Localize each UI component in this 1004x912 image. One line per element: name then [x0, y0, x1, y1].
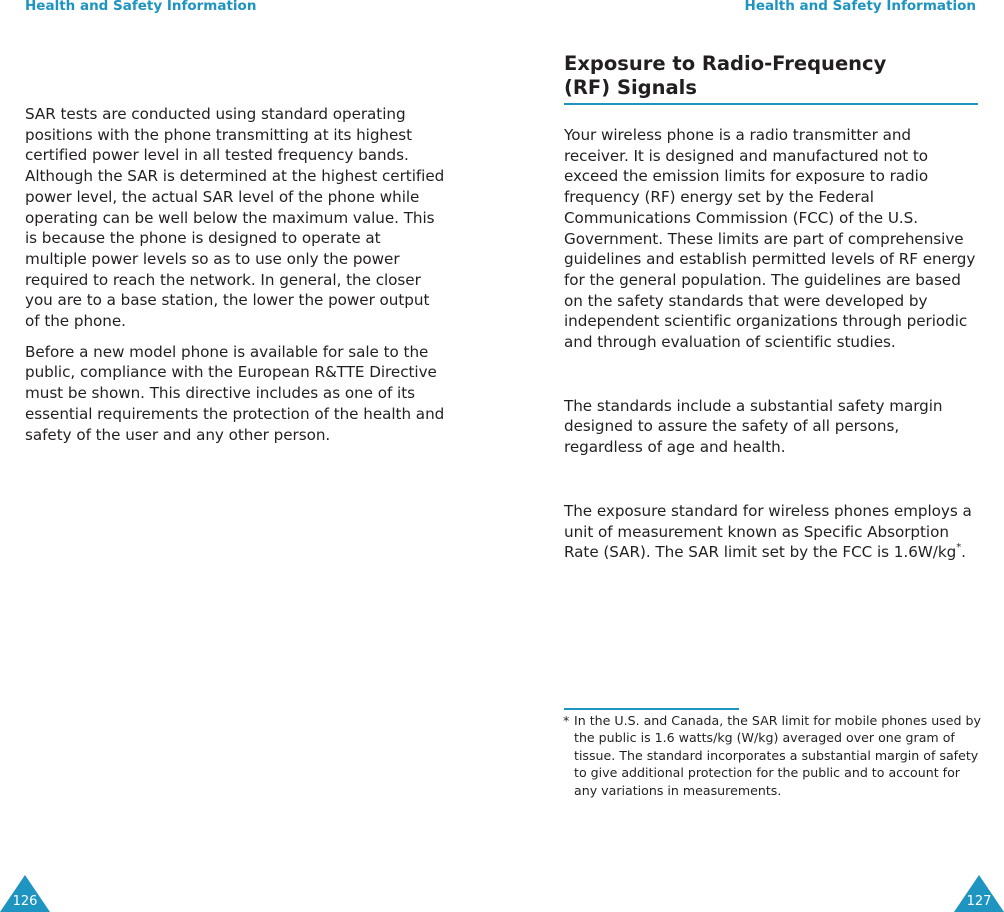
page-number-badge-right: [954, 875, 1004, 912]
footnote: [563, 712, 983, 799]
page-number: 127: [966, 894, 992, 909]
section-title: [564, 52, 978, 105]
body-paragraph: Before a new model phone is available for sale to the public, compliance with the European R&TTE Directive must be shown. This directive includes as one of its essential requirements the protection of the health and safety of the user and any other person.: [25, 342, 445, 444]
body-paragraph: SAR tests are conducted using standard operating positions with the phone transmitting at its highest certified power level in all tested frequency bands. Although the SAR is determined at the highest certified power level, the actual SAR level of the phone while operating can be well below the maximum value. This is because the phone is designed to operate at multiple power levels so as to use only the power required to reach the network. In general, the closer you are to a base station, the lower the power output of the phone.: [25, 105, 445, 331]
section-title-line-1: Exposure to Radio-Frequency: [564, 52, 887, 75]
footnote-divider: [564, 708, 739, 710]
running-header-right: Health and Safety Information: [744, 0, 976, 14]
sar-text: The exposure standard for wireless phones employs a unit of measurement known as Specific Absorption Rate (SAR). The SAR limit set by the FCC is 1.6W/kg: [564, 501, 972, 562]
body-paragraph: The standards include a substantial safety margin designed to assure the safety of all persons, regardless of age and health.: [564, 396, 943, 457]
page-number-badge-left: [0, 875, 50, 912]
right-body: [564, 52, 978, 563]
footnote-marker: *: [563, 713, 570, 728]
left-body: [25, 104, 445, 445]
page-number: 126: [12, 894, 38, 909]
body-paragraph-sar: [564, 501, 978, 563]
footnote-reference: *: [956, 542, 962, 554]
sentence-end: .: [961, 543, 966, 562]
section-title-line-2: (RF) Signals: [564, 76, 697, 99]
running-header-left: Health and Safety Information: [25, 0, 257, 14]
body-paragraph: Your wireless phone is a radio transmitter and receiver. It is designed and manufactured not to exceed the emission limits for exposure to radio frequency (RF) energy set by the Federal Communications Commission (FCC) of the U.S. Government. These limits are part of comprehensive guidelines and establish permitted levels of RF energy for the general population. The guidelines are based on the safety standards that were developed by independent scientific organizations through periodic and through evaluation of scientific studies.: [564, 126, 976, 352]
footnote-text: In the U.S. and Canada, the SAR limit for mobile phones used by the public is 1.6 watts/kg (W/kg) averaged over one gram of tissue. The standard incorporates a substantial margin of safety to give additional protection for the public and to account for any variations in measurements.: [574, 713, 981, 798]
